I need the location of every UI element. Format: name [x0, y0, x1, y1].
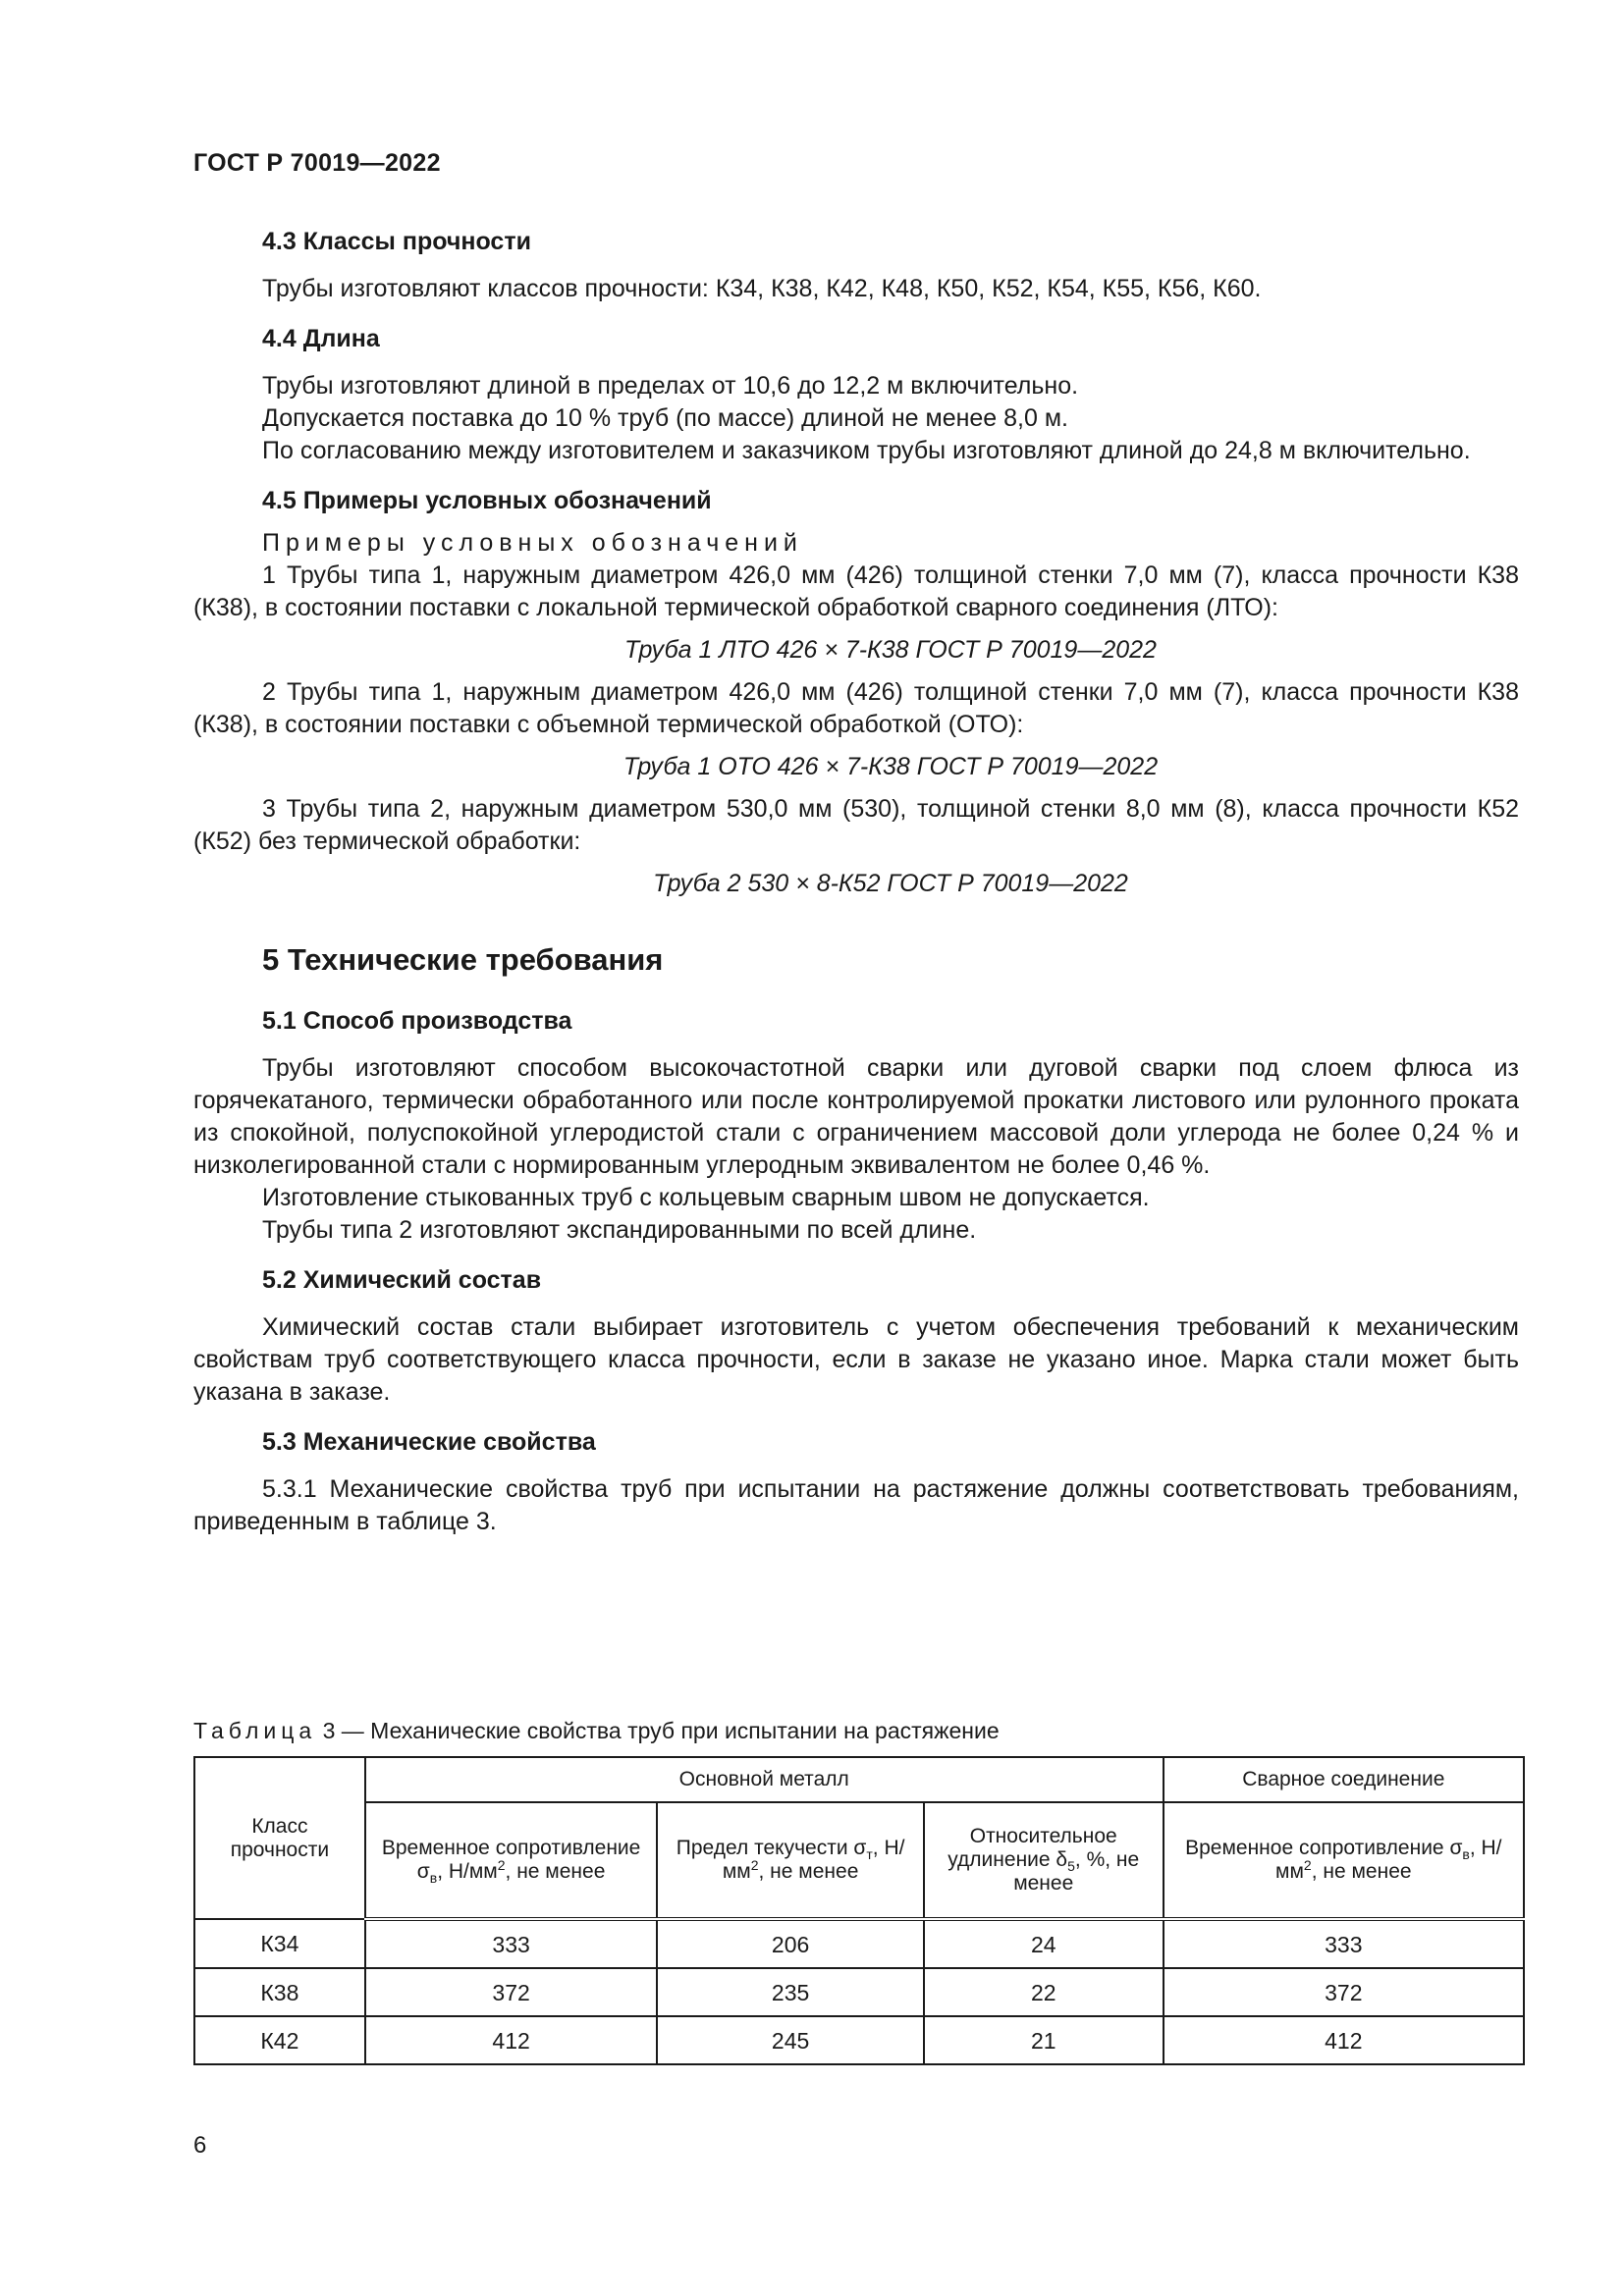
example-2-designation: Труба 1 ОТО 426 × 7-К38 ГОСТ Р 70019—2022	[623, 753, 1159, 780]
page-number: 6	[193, 2132, 207, 2159]
section-4-3-text: Трубы изготовляют классов прочности: К34, К38, К42, К48, К50, К52, К54, К55, К56, К60.	[262, 275, 1262, 302]
section-5-2-p1: Химический состав стали выбирает изготовитель с учетом обеспечения требований к механическим свойствам труб соответствующего класса прочности, если в заказе не указано иное. Марка стали может быть указана в заказе.	[193, 1313, 1519, 1406]
cell-weld-tensile: 372	[1164, 1968, 1524, 2016]
cell-elongation: 21	[924, 2016, 1164, 2064]
cell-tensile: 412	[365, 2016, 658, 2064]
header-weld-joint: Сварное соединение	[1164, 1757, 1524, 1802]
table-caption-text: 3 — Механические свойства труб при испытании на растяжение	[322, 1718, 1000, 1743]
section-5-1-p3: Трубы типа 2 изготовляют экспандированными по всей длине.	[262, 1216, 977, 1244]
table-row	[194, 1968, 1524, 2016]
cell-yield: 245	[657, 2016, 923, 2064]
section-4-4-p2: Допускается поставка до 10 % труб (по массе) длиной не менее 8,0 м.	[262, 404, 1068, 432]
section-5-2-title: 5.2 Химический состав	[262, 1266, 542, 1294]
section-4-4-p3: По согласованию между изготовителем и заказчиком трубы изготовляют длиной до 24,8 м включительно.	[262, 437, 1471, 464]
table-3-mechanical-properties	[193, 1756, 1525, 2065]
table-3-caption	[193, 1718, 1000, 1744]
cell-weld-tensile: 333	[1164, 1919, 1524, 1968]
document-header: ГОСТ Р 70019—2022	[193, 149, 441, 177]
cell-class: К42	[194, 2016, 365, 2064]
header-weld-tensile-strength: Временное сопротивление $\sigma_в$, $Н/мм^2$, не менее	[1164, 1802, 1524, 1919]
cell-elongation: 24	[924, 1919, 1164, 1968]
header-strength-class: Класс прочности	[194, 1757, 365, 1919]
cell-tensile: 372	[365, 1968, 658, 2016]
cell-yield: 235	[657, 1968, 923, 2016]
example-1-designation: Труба 1 ЛТО 426 × 7-К38 ГОСТ Р 70019—2022	[624, 636, 1157, 664]
section-5-1-p2: Изготовление стыкованных труб с кольцевым сварным швом не допускается.	[262, 1184, 1150, 1211]
section-5-3-1-text: 5.3.1 Механические свойства труб при испытании на растяжение должны соответствовать требованиям, приведенным в таблице 3.	[193, 1475, 1519, 1535]
table-caption-label: Таблица	[193, 1718, 317, 1743]
example-1-text: 1 Трубы типа 1, наружным диаметром 426,0 мм (426) толщиной стенки 7,0 мм (7), класса прочности К38 (К38), в состоянии поставки с локальной термической обработкой сварного соединения (ЛТО):	[193, 561, 1519, 621]
table-row	[194, 2016, 1524, 2064]
cell-elongation: 22	[924, 1968, 1164, 2016]
cell-weld-tensile: 412	[1164, 2016, 1524, 2064]
main-content	[193, 226, 1519, 1538]
section-4-5-title: 4.5 Примеры условных обозначений	[262, 487, 712, 514]
header-elongation: Относительное удлинение $\delta_5$, %, не менее	[924, 1802, 1164, 1919]
examples-label: Примеры условных обозначений	[262, 529, 803, 557]
section-5-title: 5 Технические требования	[262, 942, 664, 977]
header-base-metal: Основной металл	[365, 1757, 1164, 1802]
table-row	[194, 1919, 1524, 1968]
section-4-3-title: 4.3 Классы прочности	[262, 228, 531, 255]
example-3-designation: Труба 2 530 × 8-К52 ГОСТ Р 70019—2022	[653, 870, 1128, 897]
section-4-4-p1: Трубы изготовляют длиной в пределах от 10,6 до 12,2 м включительно.	[262, 372, 1079, 400]
section-5-1-p1: Трубы изготовляют способом высокочастотной сварки или дуговой сварки под слоем флюса из горячекатаного, термически обработанного или после контролируемой прокатки листового или рулонного проката из спокойной, полуспокойной углеродистой стали с ограничением массовой доли углерода не более 0,24 % и низколегированной стали с нормированным углеродным эквивалентом не более 0,46 %.	[193, 1054, 1519, 1179]
cell-yield: 206	[657, 1919, 923, 1968]
example-2-text: 2 Трубы типа 1, наружным диаметром 426,0 мм (426) толщиной стенки 7,0 мм (7), класса прочности К38 (К38), в состоянии поставки с объемной термической обработкой (ОТО):	[193, 678, 1519, 738]
section-5-3-title: 5.3 Механические свойства	[262, 1428, 596, 1456]
cell-class: К38	[194, 1968, 365, 2016]
example-3-text: 3 Трубы типа 2, наружным диаметром 530,0 мм (530), толщиной стенки 8,0 мм (8), класса прочности К52 (К52) без термической обработки:	[193, 795, 1519, 855]
cell-class: К34	[194, 1919, 365, 1968]
header-tensile-strength: Временное сопротивление $\sigma_в$, $Н/мм^2$, не менее	[365, 1802, 658, 1919]
section-4-4-title: 4.4 Длина	[262, 325, 380, 352]
header-yield-strength: Предел текучести $\sigma_т$, $Н/мм^2$, не менее	[657, 1802, 923, 1919]
cell-tensile: 333	[365, 1919, 658, 1968]
section-5-1-title: 5.1 Способ производства	[262, 1007, 572, 1035]
